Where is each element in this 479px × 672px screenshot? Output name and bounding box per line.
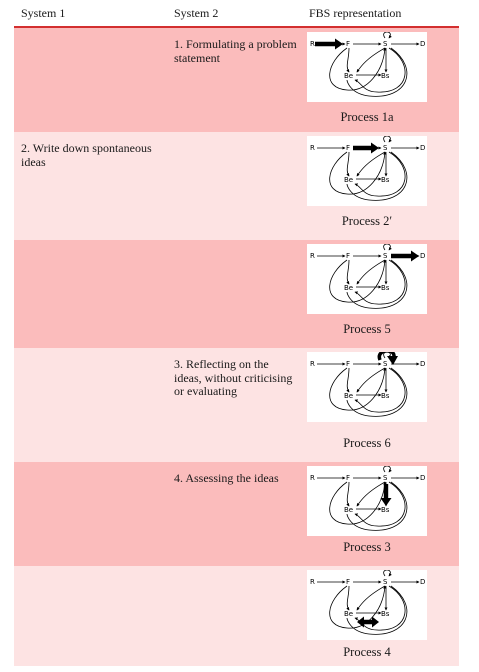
table-row bbox=[14, 566, 459, 666]
highlighted-process-arrow bbox=[357, 617, 368, 628]
highlighted-process-arrow bbox=[391, 251, 419, 262]
system2-cell: 4. Assessing the ideas bbox=[174, 471, 279, 485]
table-row bbox=[14, 28, 459, 132]
header-fbs-representation: FBS representation bbox=[309, 6, 402, 20]
header-system-2: System 2 bbox=[174, 6, 219, 20]
highlighted-process-arrow bbox=[315, 39, 343, 50]
fbs-diagram bbox=[307, 32, 427, 102]
table-row bbox=[14, 132, 459, 240]
fbs-diagram bbox=[307, 244, 427, 314]
process-caption: Process 3 bbox=[343, 540, 391, 554]
highlighted-process-arrow bbox=[368, 617, 379, 628]
table-row bbox=[14, 462, 459, 566]
table-header bbox=[14, 0, 459, 27]
table-row bbox=[14, 240, 459, 348]
header-system-1: System 1 bbox=[21, 6, 66, 20]
process-caption: Process 6 bbox=[343, 436, 391, 450]
fbs-diagram bbox=[307, 352, 427, 422]
system2-cell: 3. Reflecting on the ideas, without criticising or evaluating bbox=[174, 357, 293, 398]
process-caption: Process 1a bbox=[340, 110, 394, 124]
fbs-diagram bbox=[307, 466, 427, 536]
system2-cell: 1. Formulating a problem statement bbox=[174, 37, 297, 65]
table-row bbox=[14, 348, 459, 462]
highlighted-process-arrow bbox=[353, 143, 379, 154]
process-caption: Process 5 bbox=[343, 322, 391, 336]
fbs-diagram bbox=[307, 570, 427, 640]
process-caption: Process 4 bbox=[343, 645, 391, 659]
system1-cell: 2. Write down spontaneous ideas bbox=[21, 141, 152, 169]
fbs-diagram bbox=[307, 136, 427, 206]
process-caption: Process 2′ bbox=[341, 214, 393, 228]
